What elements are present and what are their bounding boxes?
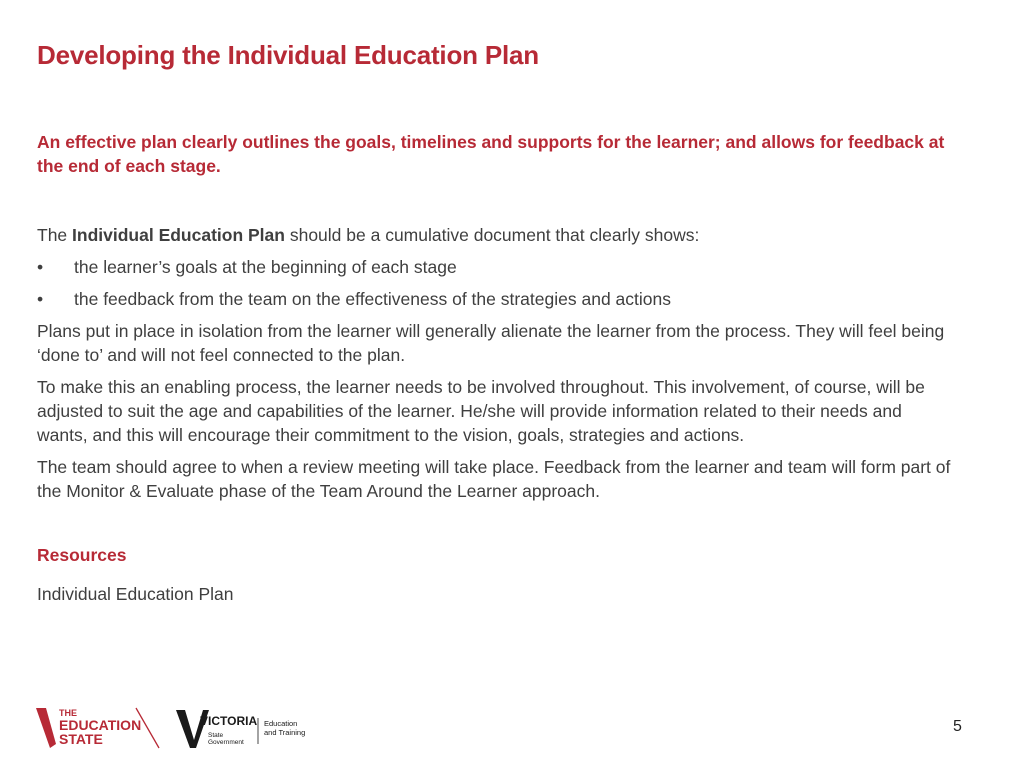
lead-statement: An effective plan clearly outlines the goals, timelines and supports for the learner; and allows for feedback at the end of each stage. bbox=[37, 132, 945, 176]
victoria-sub1: State bbox=[208, 732, 224, 739]
list-item bbox=[37, 287, 957, 311]
paragraph-isolation: Plans put in place in isolation from the learner will generally alienate the learner from the process. They will feel being ‘done to’ and will not feel connected to the plan. bbox=[37, 321, 945, 365]
education-state-line3: STATE bbox=[59, 731, 103, 747]
education-state-line2: EDUCATION bbox=[59, 717, 142, 733]
victoria-wordmark: VICTORIA bbox=[200, 714, 258, 728]
list-item bbox=[37, 255, 957, 279]
intro-prefix: The bbox=[37, 225, 73, 245]
paragraph-enabling: To make this an enabling process, the learner needs to be involved throughout. This involvement, of course, will be adjusted to suit the age and capabilities of the learner. He/she will provide information related to their needs and wants, and this will encourage their commitment to the vision, goals, strategies and actions. bbox=[37, 377, 925, 445]
page-number: 5 bbox=[953, 718, 962, 735]
bullet-icon: • bbox=[37, 289, 44, 309]
bullet-icon: • bbox=[37, 257, 44, 277]
paragraph-review: The team should agree to when a review meeting will take place. Feedback from the learner and team will form part of the Monitor & Evaluate phase of the Team Around the Learner approach. bbox=[37, 457, 951, 501]
intro-paragraph bbox=[37, 223, 957, 247]
intro-bold: Individual Education Plan bbox=[72, 225, 285, 245]
body-content bbox=[37, 223, 957, 511]
bullet-text: the feedback from the team on the effectiveness of the strategies and actions bbox=[74, 289, 671, 309]
bullet-list bbox=[37, 255, 957, 311]
victoria-government-logo bbox=[176, 704, 316, 750]
victoria-sub2: Government bbox=[208, 739, 244, 746]
dept-line1: Education bbox=[264, 719, 298, 728]
education-state-line1: THE bbox=[59, 708, 77, 718]
resource-link[interactable]: Individual Education Plan bbox=[37, 584, 234, 604]
education-state-logo bbox=[36, 704, 161, 750]
dept-line2: and Training bbox=[264, 728, 306, 737]
intro-suffix: should be a cumulative document that clearly shows: bbox=[284, 225, 700, 245]
education-state-chevron bbox=[36, 708, 56, 748]
bullet-text: the learner’s goals at the beginning of each stage bbox=[74, 257, 457, 277]
resources-heading: Resources bbox=[37, 545, 127, 565]
slide-title: Developing the Individual Education Plan bbox=[37, 40, 539, 70]
